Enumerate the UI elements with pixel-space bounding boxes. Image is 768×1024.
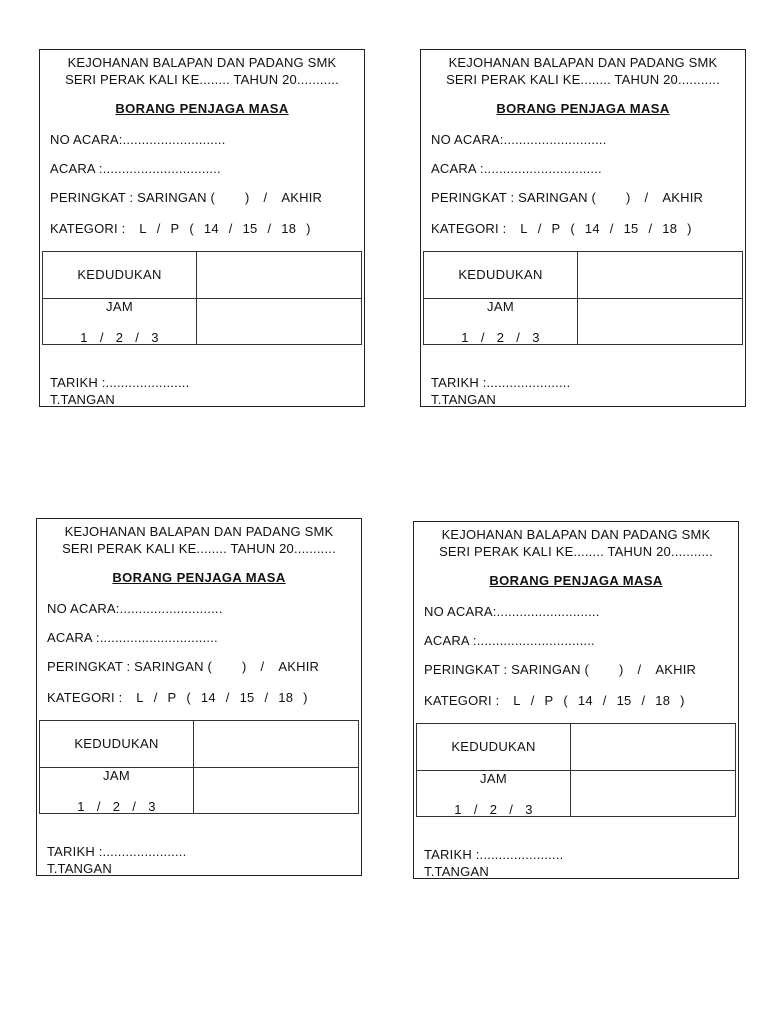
round-label: PERINGKAT : SARINGAN ( xyxy=(50,190,216,205)
category-open-paren: ( xyxy=(189,221,194,236)
category-age-14: 14 xyxy=(584,221,600,236)
event-name-field: ACARA :............................... xyxy=(431,161,602,176)
round-label: PERINGKAT : SARINGAN ( xyxy=(47,659,213,674)
category-separator: / xyxy=(609,221,614,236)
category-close-paren: ) xyxy=(687,221,692,236)
round-close-paren: ) xyxy=(242,659,247,674)
position-value-cell[interactable] xyxy=(571,724,735,769)
round-close-paren: ) xyxy=(626,190,631,205)
category-female-option: P xyxy=(167,690,177,705)
watch-separator: / xyxy=(135,330,140,345)
form-title: BORANG PENJAGA MASA xyxy=(489,573,663,588)
date-field: TARIKH :...................... xyxy=(424,847,564,862)
position-label: KEDUDUKAN xyxy=(77,267,162,282)
category-male-option: L xyxy=(520,221,528,236)
event-name-field: ACARA :............................... xyxy=(50,161,221,176)
category-female-option: P xyxy=(544,693,554,708)
category-separator: / xyxy=(228,221,233,236)
watch-option-3: 3 xyxy=(525,802,533,817)
watch-option-2: 2 xyxy=(115,330,124,345)
watch-separator: / xyxy=(99,330,104,345)
category-close-paren: ) xyxy=(303,690,308,705)
signature-field: T.TANGAN xyxy=(50,392,115,407)
position-label: KEDUDUKAN xyxy=(458,267,543,282)
signature-field: T.TANGAN xyxy=(424,864,489,879)
round-separator: / xyxy=(637,662,642,677)
category-age-18: 18 xyxy=(278,690,294,705)
watch-separator: / xyxy=(96,799,101,814)
category-separator: / xyxy=(602,693,607,708)
category-male-option: L xyxy=(136,690,144,705)
event-series-line: SERI PERAK KALI KE........ TAHUN 20........... xyxy=(62,541,336,556)
category-separator: / xyxy=(648,221,653,236)
date-field: TARIKH :...................... xyxy=(47,844,187,859)
category-male-option: L xyxy=(139,221,147,236)
round-label: PERINGKAT : SARINGAN ( xyxy=(431,190,597,205)
watch-label: JAM xyxy=(480,771,507,786)
round-final-option: AKHIR xyxy=(655,662,697,677)
category-separator: / xyxy=(530,693,535,708)
event-title-line: KEJOHANAN BALAPAN DAN PADANG SMK xyxy=(64,524,334,539)
category-age-15: 15 xyxy=(616,693,632,708)
time-value-cell[interactable] xyxy=(197,299,361,344)
signature-field: T.TANGAN xyxy=(47,861,112,876)
category-female-option: P xyxy=(551,221,561,236)
event-series-line: SERI PERAK KALI KE........ TAHUN 20........... xyxy=(439,544,713,559)
category-age-15: 15 xyxy=(239,690,255,705)
watch-option-2: 2 xyxy=(496,330,505,345)
event-title-line: KEJOHANAN BALAPAN DAN PADANG SMK xyxy=(441,527,711,542)
watch-options xyxy=(417,802,570,817)
position-label: KEDUDUKAN xyxy=(451,739,536,754)
signature-field: T.TANGAN xyxy=(431,392,496,407)
round-field xyxy=(424,662,696,677)
category-open-paren: ( xyxy=(563,693,568,708)
watch-options xyxy=(424,330,577,345)
watch-option-3: 3 xyxy=(532,330,540,345)
results-table xyxy=(42,251,362,345)
date-field: TARIKH :...................... xyxy=(50,375,190,390)
category-age-18: 18 xyxy=(655,693,671,708)
timekeeper-form-card xyxy=(413,521,739,879)
watch-options xyxy=(40,799,193,814)
position-label: KEDUDUKAN xyxy=(74,736,159,751)
timekeeper-form-card xyxy=(36,518,362,876)
category-male-option: L xyxy=(513,693,521,708)
category-open-paren: ( xyxy=(570,221,575,236)
watch-option-1: 1 xyxy=(454,802,462,817)
round-field xyxy=(47,659,319,674)
category-age-18: 18 xyxy=(662,221,678,236)
time-value-cell[interactable] xyxy=(194,768,358,813)
results-table xyxy=(39,720,359,814)
round-separator: / xyxy=(260,659,265,674)
category-separator: / xyxy=(225,690,230,705)
category-open-paren: ( xyxy=(186,690,191,705)
position-value-cell[interactable] xyxy=(578,252,742,297)
timekeeper-form-card xyxy=(39,49,365,407)
category-separator: / xyxy=(156,221,161,236)
date-field: TARIKH :...................... xyxy=(431,375,571,390)
category-age-14: 14 xyxy=(203,221,219,236)
watch-options xyxy=(43,330,196,345)
event-title-line: KEJOHANAN BALAPAN DAN PADANG SMK xyxy=(67,55,337,70)
watch-separator: / xyxy=(516,330,521,345)
watch-option-3: 3 xyxy=(148,799,156,814)
category-separator: / xyxy=(641,693,646,708)
round-final-option: AKHIR xyxy=(662,190,704,205)
timekeeper-form-card xyxy=(420,49,746,407)
round-label: PERINGKAT : SARINGAN ( xyxy=(424,662,590,677)
round-separator: / xyxy=(263,190,268,205)
watch-option-2: 2 xyxy=(489,802,498,817)
event-number-field: NO ACARA:........................... xyxy=(47,601,223,616)
watch-label: JAM xyxy=(487,299,514,314)
round-close-paren: ) xyxy=(245,190,250,205)
category-age-14: 14 xyxy=(200,690,216,705)
round-field xyxy=(431,190,703,205)
watch-option-1: 1 xyxy=(461,330,469,345)
time-value-cell[interactable] xyxy=(578,299,742,344)
event-number-field: NO ACARA:........................... xyxy=(431,132,607,147)
category-age-15: 15 xyxy=(242,221,258,236)
watch-option-1: 1 xyxy=(80,330,88,345)
category-label: KATEGORI : xyxy=(50,221,126,236)
round-field xyxy=(50,190,322,205)
category-separator: / xyxy=(267,221,272,236)
watch-option-1: 1 xyxy=(77,799,85,814)
form-title: BORANG PENJAGA MASA xyxy=(496,101,670,116)
watch-separator: / xyxy=(132,799,137,814)
category-age-15: 15 xyxy=(623,221,639,236)
category-female-option: P xyxy=(170,221,180,236)
results-table xyxy=(423,251,743,345)
category-field xyxy=(424,693,685,708)
watch-separator: / xyxy=(480,330,485,345)
category-age-14: 14 xyxy=(577,693,593,708)
category-label: KATEGORI : xyxy=(424,693,500,708)
watch-option-2: 2 xyxy=(112,799,121,814)
category-label: KATEGORI : xyxy=(431,221,507,236)
watch-option-3: 3 xyxy=(151,330,159,345)
event-series-line: SERI PERAK KALI KE........ TAHUN 20........... xyxy=(65,72,339,87)
category-field xyxy=(47,690,308,705)
category-separator: / xyxy=(153,690,158,705)
form-title: BORANG PENJAGA MASA xyxy=(112,570,286,585)
time-value-cell[interactable] xyxy=(571,771,735,816)
round-final-option: AKHIR xyxy=(281,190,323,205)
watch-label: JAM xyxy=(103,768,130,783)
category-separator: / xyxy=(537,221,542,236)
form-title: BORANG PENJAGA MASA xyxy=(115,101,289,116)
category-field xyxy=(50,221,311,236)
position-value-cell[interactable] xyxy=(194,721,358,766)
watch-label: JAM xyxy=(106,299,133,314)
round-close-paren: ) xyxy=(619,662,624,677)
results-table xyxy=(416,723,736,817)
category-label: KATEGORI : xyxy=(47,690,123,705)
category-field xyxy=(431,221,692,236)
event-number-field: NO ACARA:........................... xyxy=(50,132,226,147)
category-age-18: 18 xyxy=(281,221,297,236)
watch-separator: / xyxy=(473,802,478,817)
round-separator: / xyxy=(644,190,649,205)
watch-separator: / xyxy=(509,802,514,817)
event-name-field: ACARA :............................... xyxy=(424,633,595,648)
event-number-field: NO ACARA:........................... xyxy=(424,604,600,619)
event-name-field: ACARA :............................... xyxy=(47,630,218,645)
position-value-cell[interactable] xyxy=(197,252,361,297)
category-separator: / xyxy=(264,690,269,705)
event-title-line: KEJOHANAN BALAPAN DAN PADANG SMK xyxy=(448,55,718,70)
category-close-paren: ) xyxy=(680,693,685,708)
event-series-line: SERI PERAK KALI KE........ TAHUN 20........... xyxy=(446,72,720,87)
round-final-option: AKHIR xyxy=(278,659,320,674)
category-close-paren: ) xyxy=(306,221,311,236)
